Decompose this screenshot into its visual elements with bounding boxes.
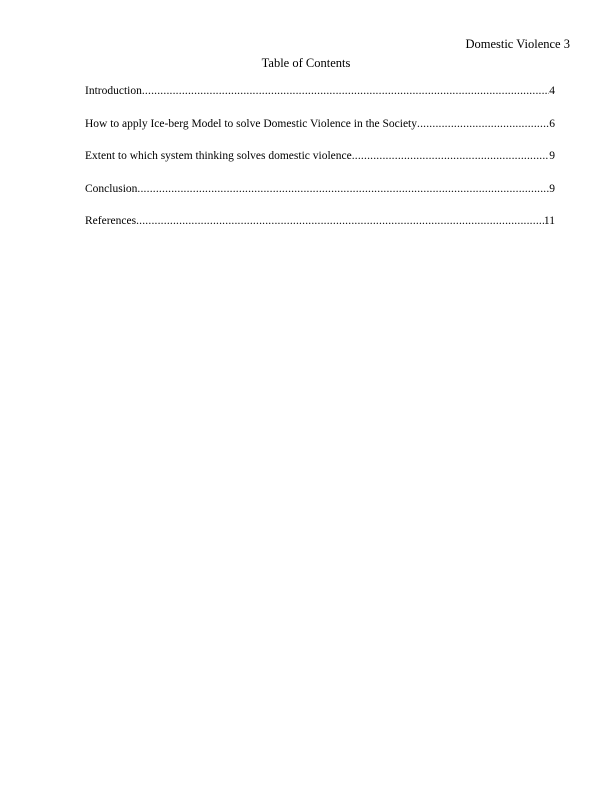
toc-entry-references[interactable] (85, 213, 555, 229)
toc-dot-leader (137, 181, 549, 197)
toc-dot-leader (352, 148, 550, 164)
toc-entry-label: Extent to which system thinking solves domestic violence (85, 150, 352, 162)
toc-entry-page-number: 9 (549, 150, 555, 162)
toc-dot-leader (142, 83, 549, 99)
toc-entry-conclusion[interactable] (85, 181, 555, 197)
toc-entry-page-number: 11 (543, 215, 555, 227)
toc-title: Table of Contents (261, 56, 351, 70)
toc-entry-label: Conclusion (85, 182, 138, 195)
toc-dot-leader (136, 213, 544, 229)
toc-dot-leader (417, 116, 549, 132)
toc-entry-label: How to apply Ice-berg Model to solve Domestic Violence in the Society (85, 117, 417, 130)
toc-entry-label: Introduction (85, 85, 142, 97)
toc-entry-label: References (85, 215, 137, 227)
toc-entry-system-thinking[interactable] (85, 148, 555, 164)
toc-entry-page-number: 4 (549, 85, 555, 97)
toc-entry-page-number: 6 (549, 117, 555, 130)
running-head: Domestic Violence 3 (465, 37, 570, 51)
toc-entry-page-number: 9 (549, 182, 555, 195)
toc-list (85, 83, 555, 246)
toc-entry-introduction[interactable] (85, 83, 555, 99)
toc-entry-ice-berg-model[interactable] (85, 116, 555, 132)
